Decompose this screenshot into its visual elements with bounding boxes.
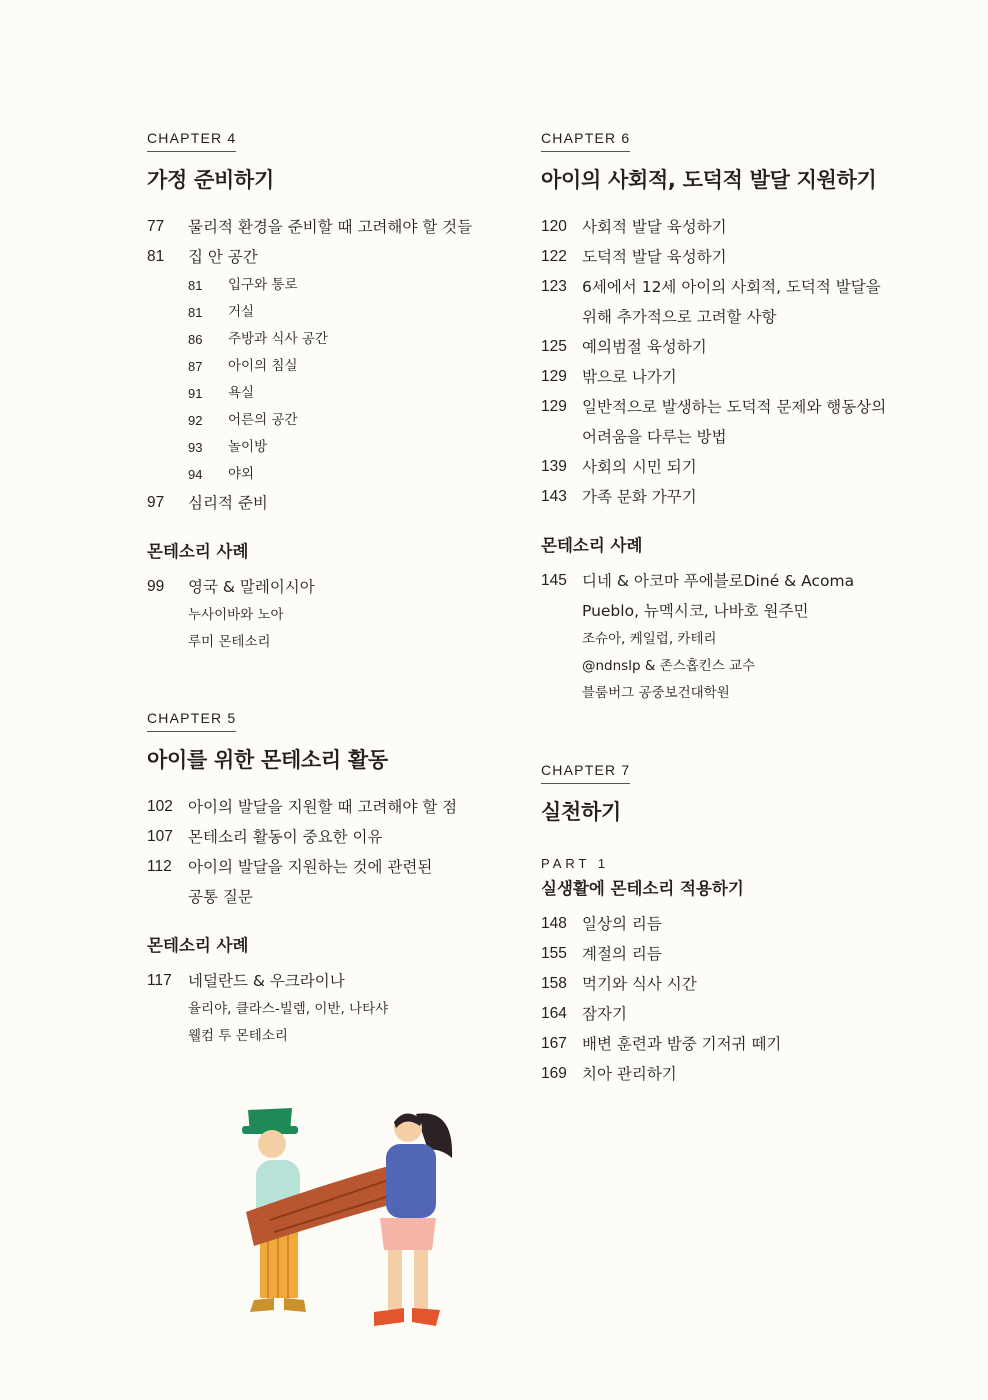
toc-entries [147, 212, 507, 518]
chapter-title: 아이를 위한 몬테소리 활동 [147, 748, 388, 772]
page-number: 123 [541, 278, 567, 295]
entry-text: 위해 추가적으로 고려할 사항 [582, 308, 777, 326]
entry-text: 놀이방 [228, 439, 268, 455]
toc-subentry[interactable] [147, 461, 507, 488]
toc-subentry[interactable] [147, 299, 507, 326]
case-subtitle: 율리야, 클라스-빌렘, 이반, 나타샤 [188, 1001, 389, 1017]
entry-text: Pueblo, 뉴멕시코, 나바호 원주민 [582, 602, 809, 620]
case-subtitle: 루미 몬테소리 [188, 634, 271, 650]
entry-text: 일반적으로 발생하는 도덕적 문제와 행동상의 [582, 398, 887, 416]
toc-entry[interactable] [541, 999, 941, 1029]
page-number: 81 [188, 278, 203, 293]
toc-entry[interactable] [541, 392, 941, 422]
entry-text: 가족 문화 가꾸기 [582, 488, 697, 506]
page-number: 120 [541, 218, 567, 235]
page-number: 94 [188, 467, 203, 482]
page-number: 143 [541, 488, 567, 505]
entry-text: 집 안 공간 [188, 248, 258, 266]
part-title: 실생활에 몬테소리 적용하기 [541, 879, 744, 898]
part-label: PART 1 [541, 856, 610, 871]
entry-text: 먹기와 식사 시간 [582, 975, 697, 993]
page-number [147, 882, 188, 912]
page-number: 91 [188, 386, 203, 401]
chapter-7-section [541, 760, 941, 1089]
children-carrying-log-illustration [240, 1100, 470, 1340]
toc-entries [541, 212, 941, 512]
chapter-4-section [147, 128, 507, 656]
toc-entry[interactable] [541, 1059, 941, 1089]
chapter-label: CHAPTER 7 [541, 762, 630, 784]
chapter-title: 가정 준비하기 [147, 168, 274, 192]
case-heading: 몬테소리 사례 [147, 542, 249, 561]
page-number [541, 302, 582, 332]
chapter-title: 실천하기 [541, 800, 621, 824]
page-number: 112 [147, 858, 172, 875]
entry-text: 아이의 발달을 지원하는 것에 관련된 [188, 858, 433, 876]
entry-text: 거실 [228, 304, 255, 320]
page-number [541, 422, 582, 452]
entry-text: 공통 질문 [188, 888, 253, 906]
toc-entry[interactable] [147, 212, 507, 242]
entry-text: 욕실 [228, 385, 255, 401]
toc-entry[interactable] [541, 212, 941, 242]
toc-entry[interactable] [147, 792, 507, 822]
page-number: 169 [541, 1065, 567, 1082]
toc-entry[interactable] [147, 852, 507, 882]
entry-text: 아이의 침실 [228, 358, 298, 374]
entry-text: 입구와 통로 [228, 277, 298, 293]
page-number: 81 [188, 305, 203, 320]
page-number: 77 [147, 218, 165, 235]
entry-text: 물리적 환경을 준비할 때 고려해야 할 것들 [188, 218, 473, 236]
page-number: 139 [541, 458, 567, 475]
case-heading: 몬테소리 사례 [147, 936, 249, 955]
page-number: 145 [541, 572, 567, 589]
chapter-label: CHAPTER 5 [147, 710, 236, 732]
toc-entry-continued [147, 882, 507, 912]
page-number: 158 [541, 975, 567, 992]
toc-entry[interactable] [541, 242, 941, 272]
case-heading: 몬테소리 사례 [541, 536, 643, 555]
entry-text: 계절의 리듬 [582, 945, 662, 963]
toc-entry[interactable] [147, 822, 507, 852]
entry-text: 어려움을 다루는 방법 [582, 428, 727, 446]
page-number: 92 [188, 413, 203, 428]
page-number: 81 [147, 248, 165, 265]
page-number: 93 [188, 440, 203, 455]
entry-text: 야외 [228, 466, 255, 482]
entry-text: 일상의 리듬 [582, 915, 662, 933]
toc-entry[interactable] [541, 332, 941, 362]
entry-text: 몬테소리 활동이 중요한 이유 [188, 828, 383, 846]
toc-entry[interactable] [147, 488, 507, 518]
toc-subentry[interactable] [147, 353, 507, 380]
entry-text: 아이의 발달을 지원할 때 고려해야 할 점 [188, 798, 458, 816]
case-subtitle: 블룸버그 공중보건대학원 [582, 685, 730, 701]
toc-subentry[interactable] [147, 326, 507, 353]
toc-entry[interactable] [541, 939, 941, 969]
page-number: 117 [147, 972, 172, 989]
chapter-title: 아이의 사회적, 도덕적 발달 지원하기 [541, 168, 877, 192]
page-number: 164 [541, 1005, 567, 1022]
chapter-5-section [147, 708, 507, 1050]
chapter-label: CHAPTER 4 [147, 130, 236, 152]
toc-subentry[interactable] [147, 434, 507, 461]
toc-subentry[interactable] [147, 407, 507, 434]
toc-entries [147, 792, 507, 912]
chapter-6-section [541, 128, 941, 707]
toc-entry[interactable] [541, 272, 941, 302]
page-number: 125 [541, 338, 567, 355]
entry-text: 주방과 식사 공간 [228, 331, 328, 347]
right-child-figure [374, 1113, 452, 1326]
page-number: 87 [188, 359, 203, 374]
toc-entries [541, 909, 941, 1089]
entry-text: 사회적 발달 육성하기 [582, 218, 727, 236]
toc-entry[interactable] [541, 566, 941, 596]
toc-entry-continued [541, 422, 941, 452]
toc-entry-continued [541, 302, 941, 332]
page-number: 102 [147, 798, 173, 815]
entry-text: 밖으로 나가기 [582, 368, 677, 386]
entry-text: 잠자기 [582, 1005, 627, 1023]
entry-text: 어른의 공간 [228, 412, 298, 428]
toc-entry[interactable] [541, 969, 941, 999]
entry-text: 치아 관리하기 [582, 1065, 677, 1083]
toc-entry[interactable] [541, 452, 941, 482]
entry-text: 네덜란드 & 우크라이나 [188, 972, 345, 990]
entry-text: 배변 훈련과 밤중 기저귀 떼기 [582, 1035, 782, 1053]
toc-entry[interactable] [147, 966, 507, 996]
entry-text: 예의범절 육성하기 [582, 338, 707, 356]
case-subtitle: 조슈아, 케일럽, 카테리 [582, 631, 717, 647]
entry-text: 사회의 시민 되기 [582, 458, 697, 476]
toc-entry[interactable] [541, 1029, 941, 1059]
page-number: 99 [147, 578, 165, 595]
page-number: 97 [147, 494, 165, 511]
entry-text: 영국 & 말레이시아 [188, 578, 315, 596]
case-subtitle: @ndnslp & 존스홉킨스 교수 [582, 658, 756, 674]
entry-text: 디네 & 아코마 푸에블로Diné & Acoma [582, 572, 855, 590]
page-number: 129 [541, 398, 567, 415]
toc-entry[interactable] [147, 572, 507, 602]
page-number: 167 [541, 1035, 567, 1052]
entry-text: 6세에서 12세 아이의 사회적, 도덕적 발달을 [582, 278, 881, 296]
case-subtitle: 웰컴 투 몬테소리 [188, 1028, 288, 1044]
page-number: 107 [147, 828, 173, 845]
page-number: 148 [541, 915, 567, 932]
entry-text: 심리적 준비 [188, 494, 268, 512]
page-number: 122 [541, 248, 567, 265]
page-number: 86 [188, 332, 203, 347]
page-number: 129 [541, 368, 567, 385]
page-number [541, 596, 582, 626]
toc-subentry[interactable] [147, 380, 507, 407]
toc-entry[interactable] [541, 909, 941, 939]
chapter-label: CHAPTER 6 [541, 130, 630, 152]
toc-entry[interactable] [541, 482, 941, 512]
toc-entry-continued [541, 596, 941, 626]
toc-subentry[interactable] [147, 272, 507, 299]
entry-text: 도덕적 발달 육성하기 [582, 248, 727, 266]
case-subtitle: 누사이바와 노아 [188, 607, 284, 623]
toc-entry[interactable] [541, 362, 941, 392]
page-number: 155 [541, 945, 567, 962]
toc-entry[interactable] [147, 242, 507, 272]
